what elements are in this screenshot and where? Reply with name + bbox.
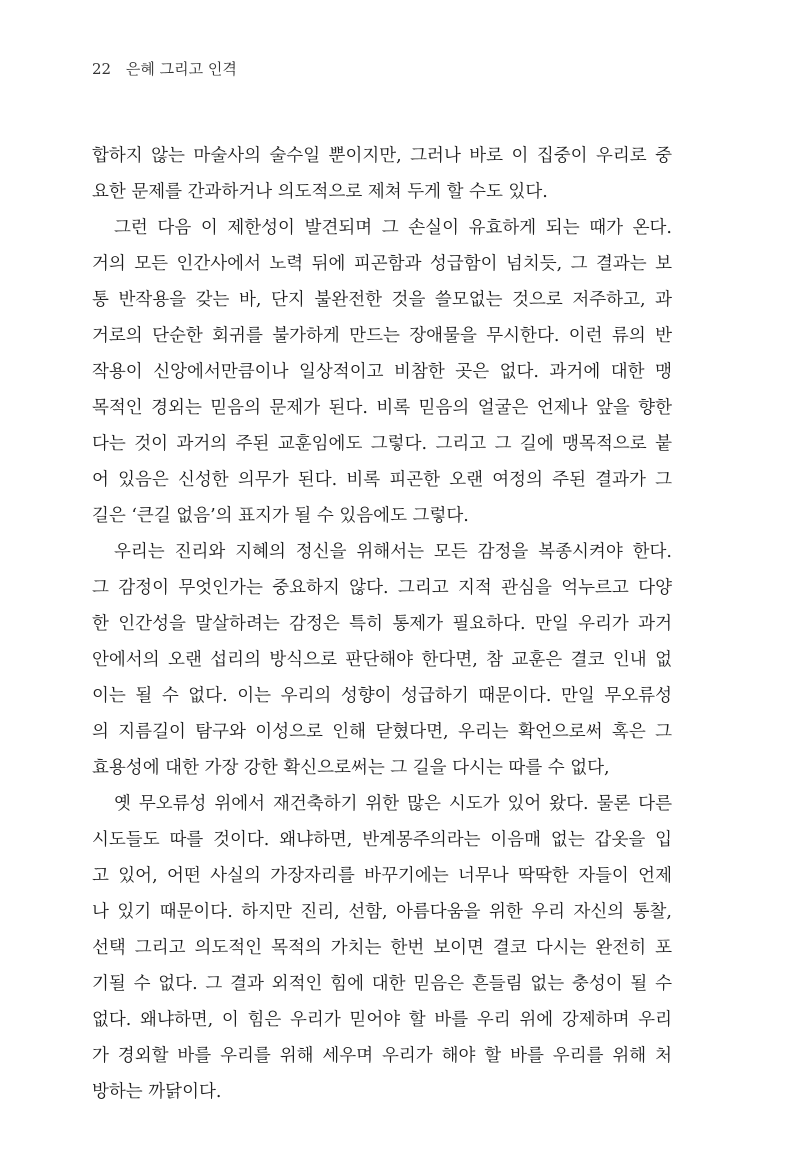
text-line: 길은 ‘큰길 없음’의 표지가 될 수 있음에도 그렇다. [92,506,469,526]
text-line: 옛 무오류성 위에서 재건축하기 위한 많은 시도가 있어 왔다. 물론 다른 [114,794,672,814]
text-line: 다는 것이 과거의 주된 교훈임에도 그렇다. 그리고 그 길에 맹목적으로 붙 [92,434,672,454]
running-header [92,58,237,80]
text-line: 거로의 단순한 회귀를 불가하게 만드는 장애물을 무시한다. 이런 류의 반 [92,326,672,346]
text-line: 목적인 경외는 믿음의 문제가 된다. 비록 믿음의 얼굴은 언제나 앞을 향한 [92,398,672,418]
text-line: 효용성에 대한 가장 강한 확신으로써는 그 길을 다시는 따를 수 없다, [92,758,610,778]
text-line: 가 경외할 바를 우리를 위해 세우며 우리가 해야 할 바를 우리를 위해 처 [92,1046,672,1066]
running-title: 은혜 그리고 인격 [125,60,237,78]
text-line: 이는 될 수 없다. 이는 우리의 성향이 성급하기 때문이다. 만일 무오류성 [92,686,672,706]
text-line: 선택 그리고 의도적인 목적의 가치는 한번 보이면 결코 다시는 완전히 포 [92,938,672,958]
text-line: 시도들도 따를 것이다. 왜냐하면, 반계몽주의라는 이음매 없는 갑옷을 입 [92,830,672,850]
text-line: 거의 모든 인간사에서 노력 뒤에 피곤함과 성급함이 넘치듯, 그 결과는 보 [92,254,672,274]
text-line: 작용이 신앙에서만큼이나 일상적이고 비참한 곳은 없다. 과거에 대한 맹 [92,362,672,382]
text-line: 안에서의 오랜 섭리의 방식으로 판단해야 한다면, 참 교훈은 결코 인내 없 [92,650,672,670]
text-line: 우리는 진리와 지혜의 정신을 위해서는 모든 감정을 복종시켜야 한다. [114,542,672,562]
page-number: 22 [92,60,112,78]
text-line: 방하는 까닭이다. [92,1082,222,1102]
text-line: 나 있기 때문이다. 하지만 진리, 선함, 아름다움을 위한 우리 자신의 통찰, [92,902,672,922]
text-line: 기될 수 없다. 그 결과 외적인 힘에 대한 믿음은 흔들림 없는 충성이 될 수 [92,974,672,994]
text-line: 고 있어, 어떤 사실의 가장자리를 바꾸기에는 너무나 딱딱한 자들이 언제 [92,866,672,886]
text-line: 합하지 않는 마술사의 술수일 뿐이지만, 그러나 바로 이 집중이 우리로 중 [92,146,672,166]
text-line: 그런 다음 이 제한성이 발견되며 그 손실이 유효하게 되는 때가 온다. [114,218,672,238]
text-line: 통 반작용을 갖는 바, 단지 불완전한 것을 쓸모없는 것으로 저주하고, 과 [92,290,672,310]
text-line: 어 있음은 신성한 의무가 된다. 비록 피곤한 오랜 여정의 주된 결과가 그 [92,470,672,490]
text-line: 요한 문제를 간과하거나 의도적으로 제쳐 두게 할 수도 있다. [92,182,548,202]
text-line: 한 인간성을 말살하려는 감정은 특히 통제가 필요하다. 만일 우리가 과거 [92,614,672,634]
text-line: 없다. 왜냐하면, 이 힘은 우리가 믿어야 할 바를 우리 위에 강제하며 우리 [92,1010,672,1030]
text-line: 그 감정이 무엇인가는 중요하지 않다. 그리고 지적 관심을 억누르고 다양 [92,578,672,598]
text-line: 의 지름길이 탐구와 이성으로 인해 닫혔다면, 우리는 확언으로써 혹은 그 [92,722,672,742]
